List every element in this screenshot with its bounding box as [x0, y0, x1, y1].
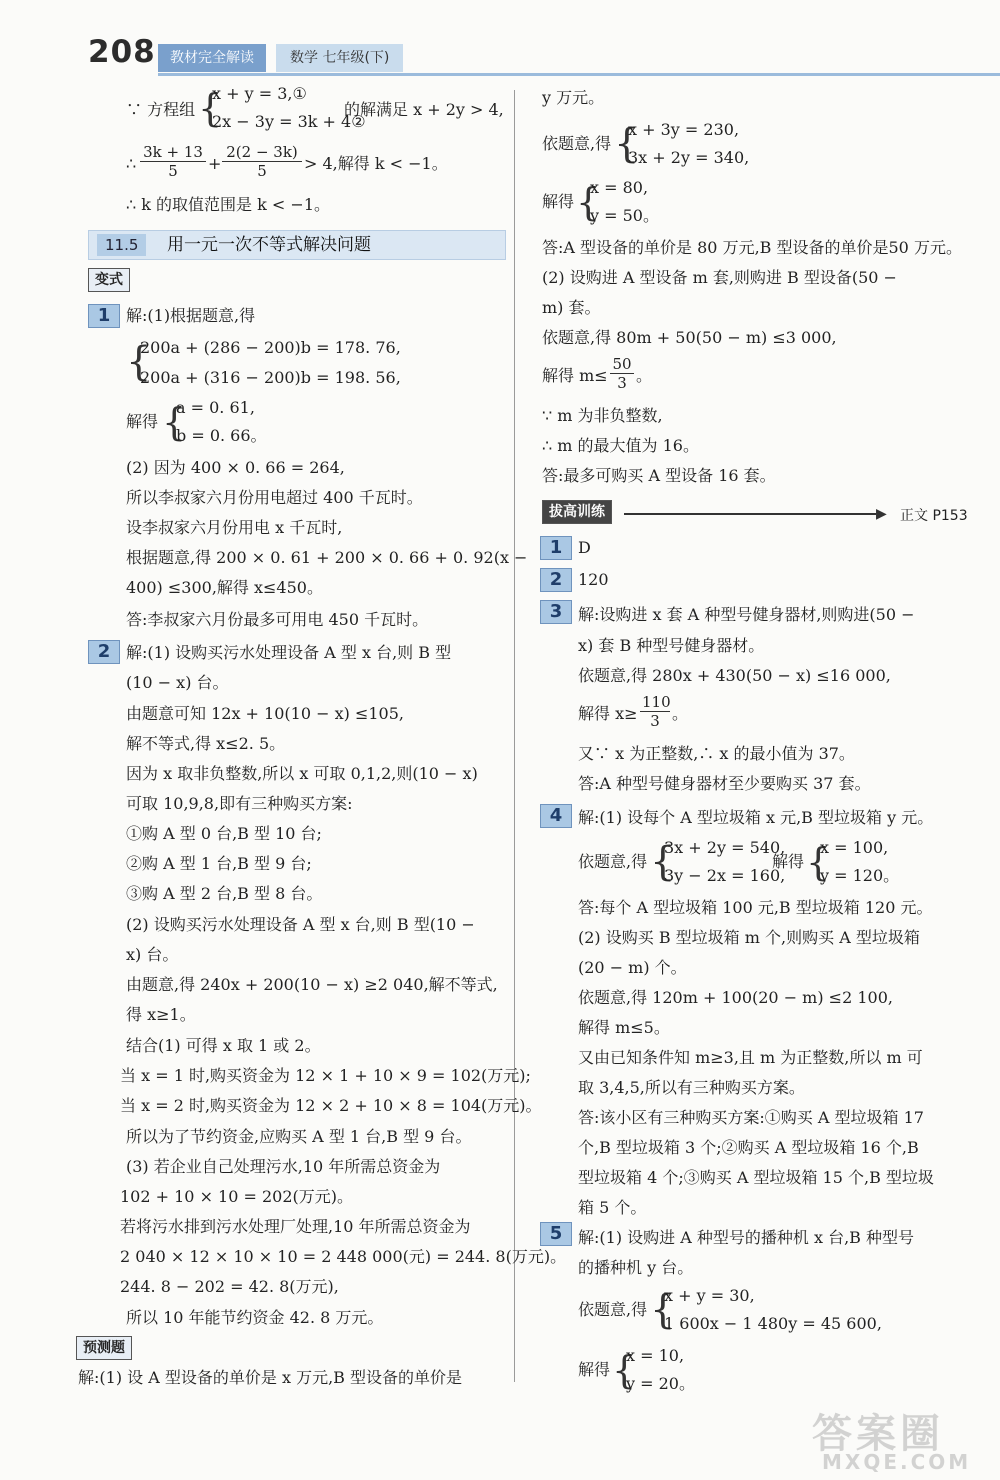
text-line: 2 040 × 12 × 10 × 10 = 2 448 000(元) = 244. 8(万元)。	[120, 1247, 567, 1266]
text-line: 依题意,得	[542, 134, 612, 153]
text-line: 解:设购进 x 套 A 种型号健身器材,则购进(50 −	[578, 605, 915, 624]
brace: {	[162, 400, 187, 444]
text-line: x) 台。	[126, 945, 179, 964]
brace: {	[614, 121, 640, 167]
arrow-right-icon: ▶	[876, 506, 887, 522]
text-line: ∵ m 为非负整数,	[542, 406, 663, 425]
text-line: 解得 m≤5。	[578, 1018, 670, 1037]
text-line: 答:李叔家六月份最多可用电 450 千瓦时。	[126, 610, 429, 629]
brace: {	[650, 1287, 676, 1333]
equation: x = 80,	[590, 178, 649, 197]
equation: x + y = 3,①	[212, 84, 307, 103]
tag-bagao: 拔高训练	[542, 500, 612, 524]
equation: x + y = 30,	[664, 1286, 755, 1305]
text-line: 依题意,得 280x + 430(50 − x) ≤16 000,	[578, 666, 891, 685]
question-badge: 1	[540, 536, 572, 560]
text-line: 解得	[772, 852, 805, 871]
watermark-url: MXQE.COM	[822, 1450, 972, 1474]
equation: 1 600x − 1 480y = 45 600,	[664, 1314, 882, 1333]
fraction: $\frac{2(2 - 3k)}{5}$	[222, 143, 302, 180]
text-line: (2) 设购进 A 型设备 m 套,则购进 B 型设备(50 −	[542, 268, 897, 287]
text-line: 个,B 型垃圾箱 3 个;②购买 A 型垃圾箱 16 个,B	[578, 1138, 919, 1157]
question-badge: 1	[88, 304, 120, 328]
text-line: > 4,解得 k < −1。	[304, 154, 448, 173]
equation: x + 3y = 230,	[628, 120, 740, 139]
text-line: (2) 设购买 B 型垃圾箱 m 个,则购买 A 型垃圾箱	[578, 928, 920, 947]
text-line: 解:(1) 设购买污水处理设备 A 型 x 台,则 B 型	[126, 643, 452, 662]
text-line: (3) 若企业自己处理污水,10 年所需总资金为	[126, 1157, 441, 1176]
text-line: 因为 x 取非负整数,所以 x 可取 0,1,2,则(10 − x)	[126, 764, 478, 783]
section-title: 用一元一次不等式解决问题	[167, 235, 371, 255]
text-line: 。	[636, 366, 653, 385]
text-line: ③购 A 型 2 台,B 型 8 台。	[126, 884, 323, 903]
brace: {	[806, 840, 831, 884]
brace: {	[650, 839, 676, 885]
text-line: 解:(1)根据题意,得	[126, 306, 256, 325]
text-line: 所以为了节约资金,应购买 A 型 1 台,B 型 9 台。	[126, 1127, 472, 1146]
text-line: 箱 5 个。	[578, 1198, 647, 1217]
brace: {	[126, 339, 152, 385]
text-line: 当 x = 2 时,购买资金为 12 × 2 + 10 × 8 = 104(万元)。	[120, 1096, 542, 1115]
text-line: y 万元。	[542, 88, 605, 107]
question-badge: 4	[540, 804, 572, 828]
text-line: 的播种机 y 台。	[578, 1258, 694, 1277]
text-line: 答:每个 A 型垃圾箱 100 元,B 型垃圾箱 120 元。	[578, 898, 933, 917]
text-line: 依题意,得 80m + 50(50 − m) ≤3 000,	[542, 328, 837, 347]
question-badge: 5	[540, 1222, 572, 1246]
brace: {	[198, 86, 223, 130]
question-badge: 2	[540, 568, 572, 592]
header-rule	[158, 73, 1000, 76]
equation: y = 50。	[590, 206, 659, 225]
text-line: 答:最多可购买 A 型设备 16 套。	[542, 466, 776, 485]
text-line: 答:A 型设备的单价是 80 万元,B 型设备的单价是50 万元。	[542, 238, 962, 257]
watermark-logo	[812, 1402, 992, 1474]
text-line: 解:(1) 设 A 型设备的单价是 x 万元,B 型设备的单价是	[78, 1368, 462, 1387]
text-line: 102 + 10 × 10 = 202(万元)。	[120, 1187, 354, 1206]
equation: 200a + (316 − 200)b = 198. 56,	[140, 368, 401, 387]
text-line: (2) 因为 400 × 0. 66 = 264,	[126, 458, 345, 477]
equation: b = 0. 66。	[176, 426, 267, 445]
text-line: 解:(1) 设每个 A 型垃圾箱 x 元,B 型垃圾箱 y 元。	[578, 808, 934, 827]
brace: {	[612, 1348, 637, 1392]
fraction: $\frac{50}{3}$	[610, 355, 634, 392]
page-number: 208	[88, 34, 156, 70]
equation: x = 100,	[820, 838, 889, 857]
text-line: 解得	[542, 192, 575, 211]
text-line: ∴	[126, 154, 137, 173]
text-line: 当 x = 1 时,购买资金为 12 × 1 + 10 × 9 = 102(万元);	[120, 1066, 531, 1085]
equation: 3x + 2y = 340,	[628, 148, 750, 167]
text-line: ∵ 方程组	[126, 100, 196, 119]
text-line: 答:A 种型号健身器材至少要购买 37 套。	[578, 774, 871, 793]
text-line: 依题意,得	[578, 852, 648, 871]
text-line: ②购 A 型 1 台,B 型 9 台;	[126, 854, 312, 873]
text-line: 400) ≤300,解得 x≤450。	[126, 578, 323, 597]
text-line: 的解满足 x + 2y > 4,	[344, 100, 504, 119]
text-line: (10 − x) 台。	[126, 673, 229, 692]
brace: {	[576, 180, 601, 224]
equation: 3y − 2x = 160,	[664, 866, 786, 885]
text-line: 解得	[126, 412, 159, 431]
subject-label: 数学 七年级(下)	[276, 44, 403, 72]
section-header	[88, 230, 506, 260]
equation: y = 120。	[820, 866, 900, 885]
text-line: 解得 m≤	[542, 366, 608, 385]
text-line: 又由已知条件知 m≥3,且 m 为正整数,所以 m 可	[578, 1048, 923, 1067]
text-line: x) 套 B 种型号健身器材。	[578, 636, 765, 655]
equation: 200a + (286 − 200)b = 178. 76,	[140, 338, 401, 357]
text-line: 解不等式,得 x≤2. 5。	[126, 734, 286, 753]
text-line: 解:(1) 设购进 A 种型号的播种机 x 台,B 种型号	[578, 1228, 914, 1247]
arrow-line	[624, 513, 876, 515]
page-reference: 正文 P153	[900, 508, 968, 524]
text-line: 。	[672, 704, 689, 723]
column-divider	[514, 90, 515, 1382]
text-line: 取 3,4,5,所以有三种购买方案。	[578, 1078, 805, 1097]
plus-sign: +	[208, 154, 222, 173]
text-line: 244. 8 − 202 = 42. 8(万元),	[120, 1277, 339, 1296]
question-badge: 3	[540, 600, 572, 624]
text-line: 由题意可知 12x + 10(10 − x) ≤105,	[126, 704, 404, 723]
equation: y = 20。	[626, 1374, 695, 1393]
text-line: ①购 A 型 0 台,B 型 10 台;	[126, 824, 322, 843]
text-line: 解得 x≥	[578, 704, 638, 723]
text-line: 依题意,得 120m + 100(20 − m) ≤2 100,	[578, 988, 893, 1007]
tag-bianshi: 变式	[88, 268, 130, 292]
tag-yuce: 预测题	[76, 1336, 132, 1360]
text-line: (20 − m) 个。	[578, 958, 687, 977]
fraction: $\frac{110}{3}$	[642, 693, 671, 730]
answer: 120	[578, 570, 609, 589]
fraction: $\frac{3k + 13}{5}$	[140, 143, 206, 180]
text-line: 解得	[578, 1360, 611, 1379]
text-line: 结合(1) 可得 x 取 1 或 2。	[126, 1036, 321, 1055]
series-label: 教材完全解读	[158, 44, 266, 72]
text-line: 可取 10,9,8,即有三种购买方案:	[126, 794, 353, 813]
text-line: (2) 设购买污水处理设备 A 型 x 台,则 B 型(10 −	[126, 915, 475, 934]
equation: 3x + 2y = 540,	[664, 838, 786, 857]
text-line: 又∵ x 为正整数,∴ x 的最小值为 37。	[578, 744, 855, 763]
text-line: ∴ m 的最大值为 16。	[542, 436, 699, 455]
page-header	[0, 0, 1000, 80]
question-badge: 2	[88, 640, 120, 664]
text-line: 根据题意,得 200 × 0. 61 + 200 × 0. 66 + 0. 92(x −	[126, 548, 528, 567]
text-line: 由题意,得 240x + 200(10 − x) ≥2 040,解不等式,	[126, 975, 498, 994]
watermark-text: 答案圈	[812, 1411, 944, 1457]
section-number: 11.5	[97, 234, 146, 256]
text-line: m) 套。	[542, 298, 601, 317]
text-line: 若将污水排到污水处理厂处理,10 年所需总资金为	[120, 1217, 471, 1236]
equation: x = 10,	[626, 1346, 685, 1365]
text-line: 设李叔家六月份用电 x 千瓦时,	[126, 518, 343, 537]
answer: D	[578, 538, 591, 557]
text-line: ∴ k 的取值范围是 k < −1。	[126, 195, 330, 214]
equation: 2x − 3y = 3k + 4②	[212, 112, 366, 131]
text-line: 所以李叔家六月份用电超过 400 千瓦时。	[126, 488, 423, 507]
text-line: 答:该小区有三种购买方案:①购买 A 型垃圾箱 17	[578, 1108, 924, 1127]
text-line: 得 x≥1。	[126, 1005, 196, 1024]
text-line: 所以 10 年能节约资金 42. 8 万元。	[126, 1308, 384, 1327]
text-line: 依题意,得	[578, 1300, 648, 1319]
equation: a = 0. 61,	[176, 398, 255, 417]
text-line: 型垃圾箱 4 个;③购买 A 型垃圾箱 15 个,B 型垃圾	[578, 1168, 934, 1187]
